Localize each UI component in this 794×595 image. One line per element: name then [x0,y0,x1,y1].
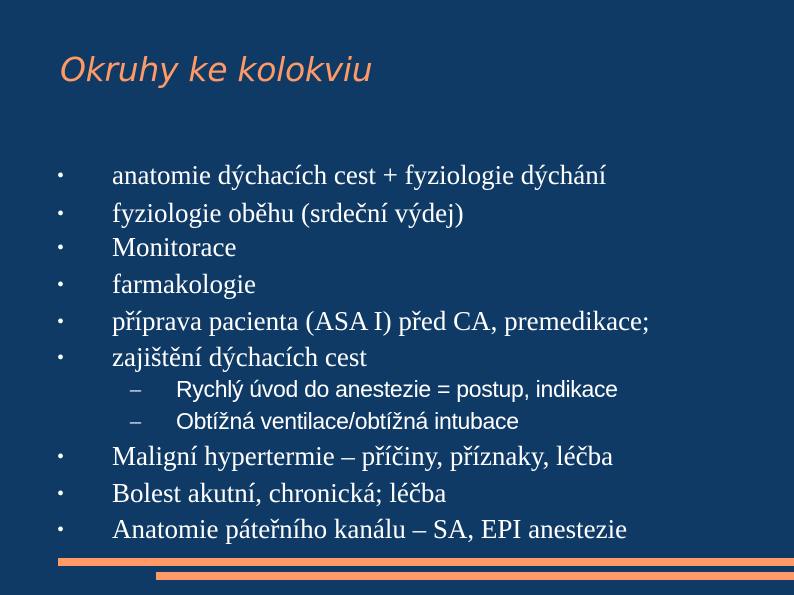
list-item-text: Monitorace [112,232,237,262]
bullet-icon: • [57,165,65,187]
list-item-text: Maligní hypertermie – příčiny, příznaky, léčba [112,441,614,471]
footer-rule-short [156,572,794,580]
list-item-text: příprava pacienta (ASA I) před CA, premedikace; [112,306,650,336]
bullet-icon: • [57,347,65,369]
footer-rule-long [58,558,794,566]
bullet-icon: • [57,311,65,333]
bullet-icon: • [57,237,65,259]
dash-bullet-icon: – [130,408,141,433]
list-item-text: Anatomie páteřního kanálu – SA, EPI anestezie [112,514,628,544]
bullet-icon: • [57,519,65,541]
list-item-text: zajištění dýchacích cest [112,342,367,372]
list-item-text: anatomie dýchacích cest + fyziologie dýchání [112,160,607,190]
bullet-icon: • [57,274,65,296]
bullet-icon: • [57,203,65,225]
dash-bullet-icon: – [130,376,141,401]
list-item-text: farmakologie [112,269,256,299]
sub-list-item-text: Obtížná ventilace/obtížná intubace [176,408,519,434]
slide-title: Okruhy ke kolokviu [60,50,373,89]
list-item-text: Bolest akutní, chronická; léčba [112,478,447,508]
list-item-text: fyziologie oběhu (srdeční výdej) [112,198,464,228]
bullet-icon: • [57,483,65,505]
bullet-icon: • [57,446,65,468]
sub-list-item-text: Rychlý úvod do anestezie = postup, indikace [176,376,618,402]
